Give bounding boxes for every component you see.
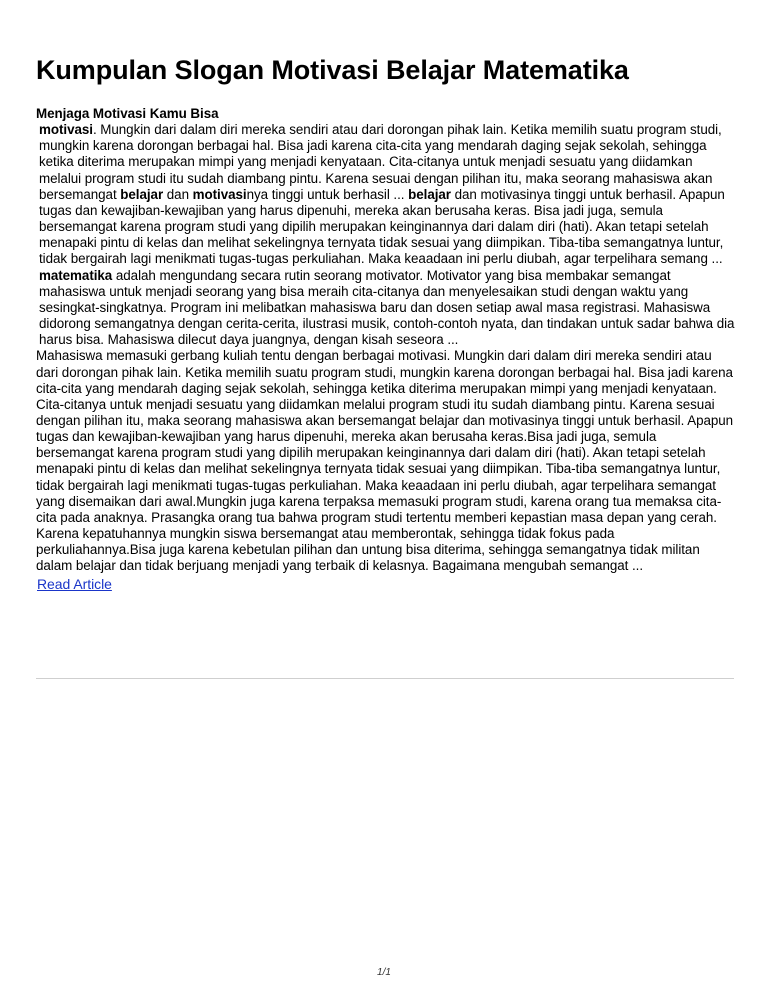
excerpt-keyword: motivasi bbox=[192, 186, 247, 202]
page-number: 1/1 bbox=[377, 967, 391, 978]
excerpt-keyword: motivasi bbox=[39, 122, 93, 138]
excerpt-text: . Mungkin dari dalam diri mereka sendiri atau dari dorongan pihak lain. Ketika memilih suatu program studi, mungkin karena dorongan berbagai hal. Bisa jadi karena cita-cita yang mendarah daging sejak sekolah, sehingga ketika diterima merupakan mimpi yang menjadi kenyataan. Cita-citanya untuk menjadi sesuatu yang diidamkan melalui program studi itu sudah diambang pintu. Karena sesuai dengan pilihan itu, maka seorang mahasiswa akan bersemangat bbox=[39, 122, 722, 202]
excerpt-text: dan motivasinya tinggi untuk berhasil. Apapun tugas dan kewajiban-kewajiban yang harus dipenuhi, mereka akan berusaha keras. Bisa jadi juga, semula bersemangat karena program studi yang dipilih merupakan keinginannya dari dalam diri (hati). Akan tetapi setelah menapaki pintu di kelas dan melihat sekelingnya ternyata tidak sesuai yang diimpikan. Tiba-tiba semangatnya luntur, tidak bergairah lagi menikmati tugas-tugas perkuliahan. Maka keaadaan ini perlu diubah, agar terpelihara semang ... bbox=[39, 186, 725, 267]
article-excerpt bbox=[36, 122, 736, 348]
article-body bbox=[36, 106, 736, 593]
excerpt-text: adalah mengundang secara rutin seorang motivator. Motivator yang bisa membakar semangat mahasiswa untuk menjadi seorang yang bisa meraih cita-citanya dan menyelesaikan studi dengan waktu yang sesingkat-singkatnya. Program ini melibatkan mahasiswa baru dan dosen setiap awal masa registrasi. Mahasiswa didorong semangatnya dengan cerita-cerita, ilustrasi musik, contoh-contoh nyata, dan tindakan untuk sadar bahwa dia harus bisa. Mahasiswa dilecut daya juangnya, dengan kisah seseora ... bbox=[39, 267, 735, 348]
excerpt-keyword: matematika bbox=[39, 267, 113, 283]
page-title: Kumpulan Slogan Motivasi Belajar Matematika bbox=[36, 55, 629, 85]
read-article-link[interactable]: Read Article bbox=[37, 575, 112, 592]
article-paragraph: Mahasiswa memasuki gerbang kuliah tentu dengan berbagai motivasi. Mungkin dari dalam diri mereka sendiri atau dari dorongan pihak lain. Ketika memilih suatu program studi, mungkin karena dorongan berbagai hal. Bisa jadi karena cita-cita yang mendarah daging sejak sekolah, sehingga ketika diterima merupakan mimpi yang menjadi kenyataan. Cita-citanya untuk menjadi sesuatu yang diidamkan melalui program studi itu sudah diambang pintu. Karena sesuai dengan pilihan itu, maka seorang mahasiswa akan bersemangat belajar dan motivasinya tinggi untuk berhasil. Apapun tugas dan kewajiban-kewajiban yang harus dipenuhi, mereka akan berusaha keras.Bisa jadi juga, semula bersemangat karena program studi yang dipilih merupakan keinginannya dari dalam diri (hati). Akan tetapi setelah menapaki pintu di kelas dan melihat sekelingnya ternyata tidak sesuai yang diimpikan. Tiba-tiba semangatnya luntur, tidak bergairah lagi menikmati tugas-tugas perkuliahan. Maka keaadaan ini perlu diubah, agar terpelihara semangat yang disemaikan dari awal.Mungkin juga karena terpaksa memasuki program studi, karena orang tua memaksa cita-cita pada anaknya. Prasangka orang tua bahwa program studi tertentu memberi kepastian masa depan yang cerah. Karena kepatuhannya mungkin siswa bersemangat atau memberontak, sehingga tidak fokus pada perkuliahannya.Bisa juga karena kebetulan pilihan dan untung bisa diterima, sehingga semangatnya tidak militan dalam belajar dan tidak berjuang menjadi yang terbaik di kelasnya. Bagaimana mengubah semangat ... bbox=[36, 348, 734, 574]
article-subtitle: Menjaga Motivasi Kamu Bisa bbox=[36, 106, 219, 121]
excerpt-keyword: belajar bbox=[120, 186, 164, 202]
excerpt-text: nya tinggi untuk berhasil ... bbox=[246, 186, 409, 202]
excerpt-text: dan bbox=[163, 186, 193, 202]
excerpt-keyword: belajar bbox=[408, 186, 451, 202]
divider bbox=[36, 678, 734, 679]
